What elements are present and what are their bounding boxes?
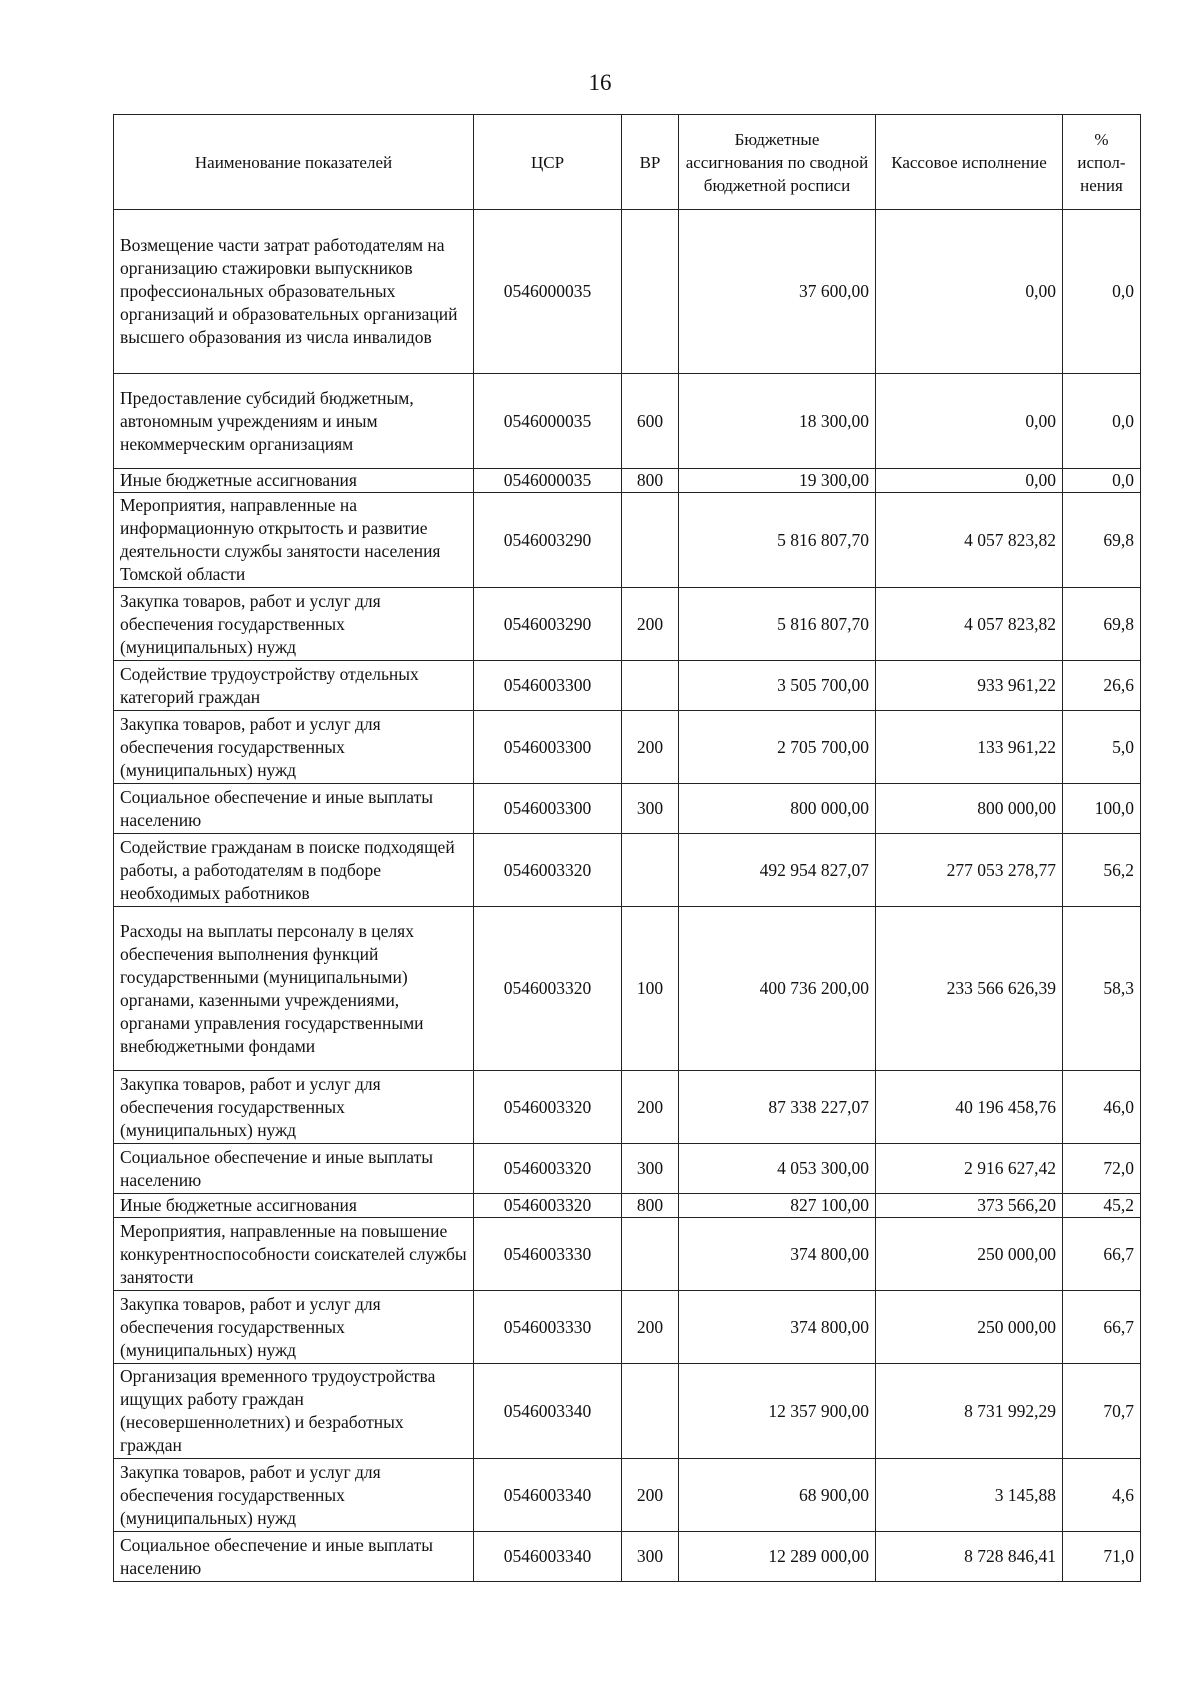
cell-name: Иные бюджетные ассигнования: [114, 1194, 474, 1218]
table-row: [114, 1459, 1141, 1532]
cell-vr: 100: [622, 907, 679, 1071]
cell-budget: 12 357 900,00: [679, 1364, 876, 1459]
cell-name: Социальное обеспечение и иные выплаты населению: [114, 784, 474, 834]
cell-csr: 0546000035: [474, 469, 622, 493]
table-row: [114, 784, 1141, 834]
cell-csr: 0546003320: [474, 834, 622, 907]
cell-budget: 827 100,00: [679, 1194, 876, 1218]
cell-vr: 200: [622, 1071, 679, 1144]
cell-csr: 0546003330: [474, 1218, 622, 1291]
cell-percent: 0,0: [1063, 210, 1141, 374]
cell-percent: 72,0: [1063, 1144, 1141, 1194]
cell-cash: 800 000,00: [876, 784, 1063, 834]
table-row: [114, 907, 1141, 1071]
cell-vr: 300: [622, 1144, 679, 1194]
cell-vr: 800: [622, 1194, 679, 1218]
cell-cash: 250 000,00: [876, 1218, 1063, 1291]
cell-percent: 5,0: [1063, 711, 1141, 784]
cell-percent: 26,6: [1063, 661, 1141, 711]
cell-percent: 66,7: [1063, 1291, 1141, 1364]
table-row: [114, 469, 1141, 493]
cell-cash: 8 731 992,29: [876, 1364, 1063, 1459]
cell-vr: [622, 834, 679, 907]
table-row: [114, 1218, 1141, 1291]
cell-budget: 374 800,00: [679, 1291, 876, 1364]
cell-percent: 69,8: [1063, 493, 1141, 588]
cell-name: Закупка товаров, работ и услуг для обеспечения государственных (муниципальных) нужд: [114, 1291, 474, 1364]
cell-vr: 200: [622, 711, 679, 784]
table-row: [114, 1532, 1141, 1582]
cell-name: Мероприятия, направленные на информационную открытость и развитие деятельности службы занятости населения Томской области: [114, 493, 474, 588]
cell-vr: [622, 493, 679, 588]
table-row: [114, 1071, 1141, 1144]
cell-budget: 374 800,00: [679, 1218, 876, 1291]
cell-cash: 4 057 823,82: [876, 493, 1063, 588]
cell-vr: [622, 1218, 679, 1291]
cell-percent: 0,0: [1063, 469, 1141, 493]
table-row: [114, 210, 1141, 374]
header-budget: Бюджетные ассигнования по сводной бюджетной росписи: [679, 115, 876, 210]
table-row: [114, 834, 1141, 907]
cell-csr: 0546003320: [474, 1144, 622, 1194]
page-number: 16: [588, 70, 612, 95]
cell-budget: 800 000,00: [679, 784, 876, 834]
cell-cash: 373 566,20: [876, 1194, 1063, 1218]
cell-name: Мероприятия, направленные на повышение конкурентноспособности соискателей службы занятости: [114, 1218, 474, 1291]
cell-budget: 492 954 827,07: [679, 834, 876, 907]
cell-budget: 5 816 807,70: [679, 493, 876, 588]
cell-name: Социальное обеспечение и иные выплаты населению: [114, 1144, 474, 1194]
cell-csr: 0546003330: [474, 1291, 622, 1364]
header-vr: ВР: [622, 115, 679, 210]
cell-name: Закупка товаров, работ и услуг для обеспечения государственных (муниципальных) нужд: [114, 1459, 474, 1532]
cell-percent: 56,2: [1063, 834, 1141, 907]
cell-cash: 0,00: [876, 469, 1063, 493]
cell-percent: 4,6: [1063, 1459, 1141, 1532]
cell-vr: [622, 210, 679, 374]
table-row: [114, 1194, 1141, 1218]
cell-vr: 600: [622, 374, 679, 469]
cell-percent: 69,8: [1063, 588, 1141, 661]
cell-budget: 400 736 200,00: [679, 907, 876, 1071]
cell-percent: 66,7: [1063, 1218, 1141, 1291]
cell-csr: 0546000035: [474, 210, 622, 374]
table-body: [114, 210, 1141, 1582]
header-percent: % испол-нения: [1063, 115, 1141, 210]
cell-name: Закупка товаров, работ и услуг для обеспечения государственных (муниципальных) нужд: [114, 1071, 474, 1144]
cell-vr: 300: [622, 1532, 679, 1582]
cell-cash: 4 057 823,82: [876, 588, 1063, 661]
cell-vr: [622, 1364, 679, 1459]
cell-percent: 70,7: [1063, 1364, 1141, 1459]
header-cash: Кассовое исполнение: [876, 115, 1063, 210]
cell-budget: 5 816 807,70: [679, 588, 876, 661]
cell-cash: 3 145,88: [876, 1459, 1063, 1532]
cell-cash: 233 566 626,39: [876, 907, 1063, 1071]
cell-cash: 0,00: [876, 210, 1063, 374]
header-name: Наименование показателей: [114, 115, 474, 210]
budget-execution-table: [113, 114, 1141, 1582]
cell-vr: 200: [622, 1291, 679, 1364]
cell-name: Возмещение части затрат работодателям на организацию стажировки выпускников профессиональных образовательных организаций и образовательных организаций высшего образования из числа инвалидов: [114, 210, 474, 374]
cell-csr: 0546003290: [474, 588, 622, 661]
cell-name: Расходы на выплаты персоналу в целях обеспечения выполнения функций государственными (муниципальными) органами, казенными учреждениями, органами управления государственными внебюджетными фондами: [114, 907, 474, 1071]
cell-vr: 200: [622, 1459, 679, 1532]
table-row: [114, 711, 1141, 784]
cell-cash: 277 053 278,77: [876, 834, 1063, 907]
cell-budget: 18 300,00: [679, 374, 876, 469]
cell-csr: 0546003340: [474, 1459, 622, 1532]
cell-budget: 87 338 227,07: [679, 1071, 876, 1144]
table-row: [114, 374, 1141, 469]
cell-budget: 12 289 000,00: [679, 1532, 876, 1582]
cell-percent: 100,0: [1063, 784, 1141, 834]
cell-budget: 19 300,00: [679, 469, 876, 493]
cell-csr: 0546003290: [474, 493, 622, 588]
cell-cash: 2 916 627,42: [876, 1144, 1063, 1194]
cell-csr: 0546003340: [474, 1532, 622, 1582]
cell-name: Содействие гражданам в поиске подходящей работы, а работодателям в подборе необходимых работников: [114, 834, 474, 907]
cell-percent: 45,2: [1063, 1194, 1141, 1218]
cell-percent: 0,0: [1063, 374, 1141, 469]
cell-csr: 0546003300: [474, 711, 622, 784]
table-row: [114, 1364, 1141, 1459]
cell-vr: 300: [622, 784, 679, 834]
cell-name: Иные бюджетные ассигнования: [114, 469, 474, 493]
cell-cash: 133 961,22: [876, 711, 1063, 784]
cell-name: Содействие трудоустройству отдельных категорий граждан: [114, 661, 474, 711]
cell-cash: 250 000,00: [876, 1291, 1063, 1364]
cell-name: Закупка товаров, работ и услуг для обеспечения государственных (муниципальных) нужд: [114, 711, 474, 784]
cell-csr: 0546003320: [474, 1071, 622, 1144]
cell-cash: 40 196 458,76: [876, 1071, 1063, 1144]
cell-budget: 68 900,00: [679, 1459, 876, 1532]
table-row: [114, 493, 1141, 588]
cell-name: Предоставление субсидий бюджетным, автономным учреждениям и иным некоммерческим организациям: [114, 374, 474, 469]
table-row: [114, 1144, 1141, 1194]
cell-percent: 46,0: [1063, 1071, 1141, 1144]
cell-budget: 2 705 700,00: [679, 711, 876, 784]
cell-csr: 0546003300: [474, 784, 622, 834]
cell-percent: 71,0: [1063, 1532, 1141, 1582]
cell-csr: 0546003300: [474, 661, 622, 711]
cell-cash: 933 961,22: [876, 661, 1063, 711]
cell-csr: 0546003320: [474, 907, 622, 1071]
cell-name: Организация временного трудоустройства ищущих работу граждан (несовершеннолетних) и безработных граждан: [114, 1364, 474, 1459]
cell-budget: 4 053 300,00: [679, 1144, 876, 1194]
cell-name: Закупка товаров, работ и услуг для обеспечения государственных (муниципальных) нужд: [114, 588, 474, 661]
cell-name: Социальное обеспечение и иные выплаты населению: [114, 1532, 474, 1582]
cell-vr: [622, 661, 679, 711]
cell-percent: 58,3: [1063, 907, 1141, 1071]
cell-vr: 200: [622, 588, 679, 661]
cell-cash: 8 728 846,41: [876, 1532, 1063, 1582]
cell-csr: 0546003320: [474, 1194, 622, 1218]
table-header-row: [114, 115, 1141, 210]
table-row: [114, 588, 1141, 661]
cell-csr: 0546003340: [474, 1364, 622, 1459]
cell-csr: 0546000035: [474, 374, 622, 469]
header-csr: ЦСР: [474, 115, 622, 210]
cell-cash: 0,00: [876, 374, 1063, 469]
cell-budget: 3 505 700,00: [679, 661, 876, 711]
table-row: [114, 661, 1141, 711]
table-row: [114, 1291, 1141, 1364]
cell-vr: 800: [622, 469, 679, 493]
cell-budget: 37 600,00: [679, 210, 876, 374]
